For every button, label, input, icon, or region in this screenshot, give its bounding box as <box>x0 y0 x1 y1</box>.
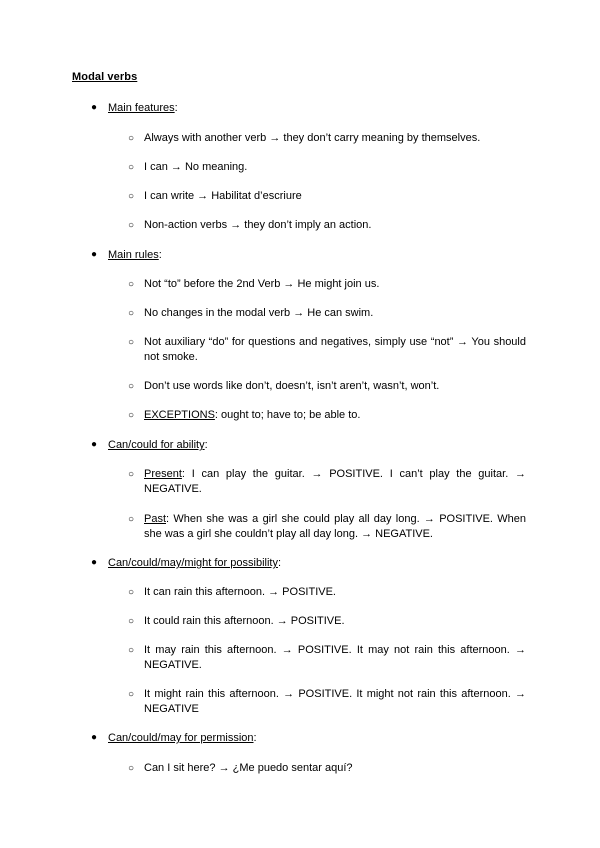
list-item-text: I can → No meaning. <box>144 161 248 173</box>
section-heading-label: Can/could for ability <box>108 439 205 451</box>
list-item-text: It may rain this afternoon. → POSITIVE. It may not rain this afternoon. → NEGATIVE. <box>144 644 526 671</box>
list-item-text: Non-action verbs → they don’t imply an action. <box>144 219 372 231</box>
section-heading-label: Main features <box>108 102 175 114</box>
circle-bullet-icon: ○ <box>128 689 135 700</box>
list-item-text: No changes in the modal verb → He can swim. <box>144 307 374 319</box>
list-item-text: It could rain this afternoon. → POSITIVE. <box>144 615 345 627</box>
circle-bullet-icon: ○ <box>128 514 135 525</box>
circle-bullet-icon: ○ <box>128 308 135 319</box>
list-item-text: It might rain this afternoon. → POSITIVE. It might not rain this afternoon. → NEGATIVE <box>144 688 526 715</box>
document-page: Modal verbs ● Main features: ○ Always with another verb → they don’t carry meaning by themselves. ○ I can → No meaning. ○ I can write → Habilitat d’escriure ○ Non-action verbs → they don’t imply an action. ● Main rules: ○ Not “to” before the 2nd Verb → He might join us. ○ No changes in the modal verb → He can swim. ○ Not auxiliary “do” for questions and negatives, simply use “not” → You should not smoke. ○ Don’t use words like don’t, doesn’t, isn’t aren’t, wasn’t, won’t. ○ EXCEPTIONS: ought to; have to; be able to. ● Can/could for ability: ○ Present: I can play the guitar. → POSITIVE. I can’t play the guitar. → NEGATIVE. ○ Past: When she was a girl she could play all day long. → POSITIVE. When she was a girl she couldn’t play all day long. → NEGATIVE. ● Can/could/may/might for possibility: ○ It can rain this afternoon. → POSITIVE. ○ It could rain this afternoon. → POSITIVE. ○ It may rain this afternoon. → POSITIVE. It may not rain this afternoon. → NEGATIVE. ○ It might rain this afternoon. → POSITIVE. It might not rain this afternoon. → NEGATIVE ● Can/could/may for permission: ○ Can I sit here? → ¿Me puedo sentar aquí? <box>72 71 526 774</box>
circle-bullet-icon: ○ <box>128 616 135 627</box>
circle-bullet-icon: ○ <box>128 645 135 656</box>
circle-bullet-icon: ○ <box>128 279 135 290</box>
circle-bullet-icon: ○ <box>128 162 135 173</box>
section-heading-label: Can/could/may for permission <box>108 732 254 744</box>
section-heading-label: Main rules <box>108 249 159 261</box>
list-item-text: Not auxiliary “do” for questions and negatives, simply use “not” → You should not smoke. <box>144 336 526 363</box>
list-item-text: : When she was a girl she could play all day long. → POSITIVE. When she was a girl she couldn’t play all day long. → NEGATIVE. <box>144 513 526 540</box>
circle-bullet-icon: ○ <box>128 763 135 774</box>
list-item-text: : ought to; have to; be able to. <box>214 409 361 421</box>
circle-bullet-icon: ○ <box>128 133 135 144</box>
page-title: Modal verbs <box>72 71 138 83</box>
list-item-label: Present <box>144 468 182 480</box>
list-item-text: It can rain this afternoon. → POSITIVE. <box>144 586 336 598</box>
circle-bullet-icon: ○ <box>128 381 135 392</box>
list-item-text: : I can play the guitar. → POSITIVE. I can’t play the guitar. → NEGATIVE. <box>144 468 526 495</box>
bullet-icon: ● <box>91 249 98 260</box>
circle-bullet-icon: ○ <box>128 587 135 598</box>
list-item-text: I can write → Habilitat d’escriure <box>144 190 302 202</box>
bullet-icon: ● <box>91 732 98 743</box>
bullet-icon: ● <box>91 102 98 113</box>
list-item-label: EXCEPTIONS <box>144 409 215 421</box>
circle-bullet-icon: ○ <box>128 410 135 421</box>
bullet-icon: ● <box>91 439 98 450</box>
list-item-text: Always with another verb → they don’t carry meaning by themselves. <box>144 132 481 144</box>
list-item-label: Past <box>144 513 167 525</box>
circle-bullet-icon: ○ <box>128 337 135 348</box>
circle-bullet-icon: ○ <box>128 191 135 202</box>
section-heading-label: Can/could/may/might for possibility <box>108 557 278 569</box>
list-item-text: Can I sit here? → ¿Me puedo sentar aquí? <box>144 762 353 774</box>
list-item-text: Not “to” before the 2nd Verb → He might join us. <box>144 278 380 290</box>
circle-bullet-icon: ○ <box>128 469 135 480</box>
list-item-text: Don’t use words like don’t, doesn’t, isn’t aren’t, wasn’t, won’t. <box>144 380 440 392</box>
circle-bullet-icon: ○ <box>128 220 135 231</box>
bullet-icon: ● <box>91 557 98 568</box>
